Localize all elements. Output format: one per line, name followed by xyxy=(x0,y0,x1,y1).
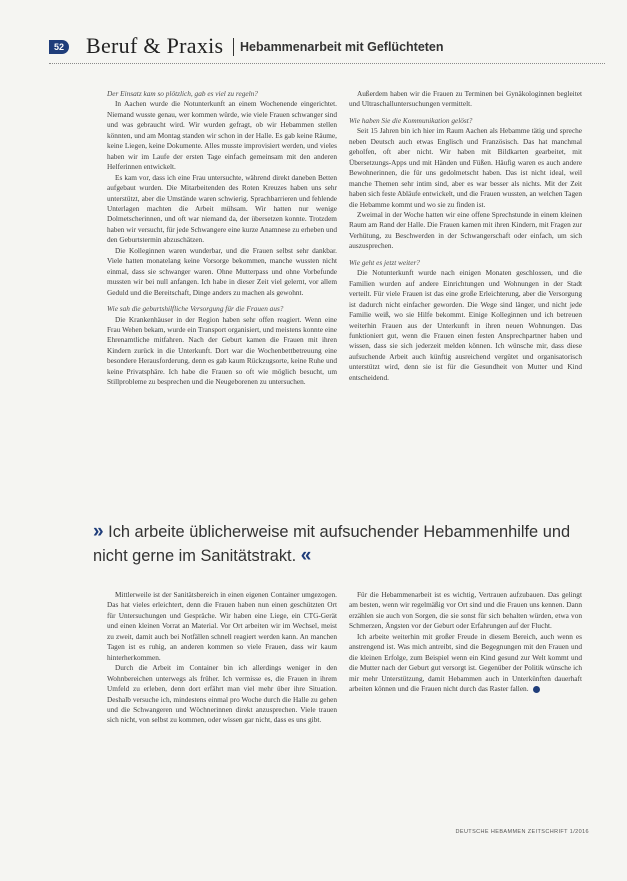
section-title: Beruf & Praxis xyxy=(86,33,224,58)
body-paragraph: Es kam vor, dass ich eine Frau untersuchte, während direkt daneben Betten aufgebaut wurden. Die Mitarbeitenden des Roten Kreuzes haben uns sehr unterstützt, aber die Umstände waren schwierig. Sprachbarrieren und fehlende Unterlagen machten die Arbeit mühsam. Wir hatten nur wenige Dolmetscherinnen, und oft war niemand da, der übersetzen konnte. Trotzdem haben wir versucht, für jede Schwangere eine kurze Anamnese zu erheben und den Geburtstermin abzuschätzen. xyxy=(107,172,337,245)
article-column-bottom-right xyxy=(349,590,582,695)
body-paragraph xyxy=(349,632,582,695)
article-end-icon xyxy=(533,686,540,693)
body-paragraph: Für die Hebammenarbeit ist es wichtig, Vertrauen aufzubauen. Das gelingt am besten, wenn wir regelmäßig vor Ort sind und die Frauen uns kennen. Dann erzählen sie auch von Sorgen, die sie sonst für sich behalten würden, etwa von Schmerzen, Ängsten vor der Geburt oder Erfahrungen auf der Flucht. xyxy=(349,590,582,631)
body-paragraph: Durch die Arbeit im Container bin ich allerdings weniger in den Wohnbereichen unterwegs als früher. Ich vermisse es, die Frauen in ihrem Umfeld zu erleben, denn dort erfährt man viel mehr über ihre Situation. Deshalb versuche ich, mindestens einmal pro Woche durch die Halle zu gehen und die Schwangeren und Wöchnerinnen direkt anzusprechen. Viele trauen sich nicht, von selbst zu kommen, oder wissen gar nicht, dass es uns gibt. xyxy=(107,663,337,725)
quote-close-mark: « xyxy=(300,545,312,566)
body-paragraph: Seit 15 Jahren bin ich hier im Raum Aachen als Hebamme tätig und spreche neben Deutsch auch etwas Englisch und Französisch. Das hat manchmal geholfen, oft aber nicht. Wir haben mit Bildkarten gearbeitet, mit Übersetzungs-Apps und mit Händen und Füßen. Häufig waren es auch andere Bewohnerinnen, die für uns gedolmetscht haben. Das ist nicht ideal, weil manche Themen sehr intim sind, aber es war besser als nichts. Mit der Zeit haben sich feste Abläufe entwickelt, und die Frauen wussten, an welchen Tagen die Hebamme kommt und wo sie zu finden ist. xyxy=(349,126,582,209)
body-paragraph: Die Krankenhäuser in der Region haben sehr offen reagiert. Wenn eine Frau Wehen bekam, wurde ein Transport organisiert, und meistens konnte eine Ehrenamtliche mitfahren. Nach der Geburt kamen die Frauen mit ihren Kindern zurück in die Unterkunft. Dort war die Wochenbettbetreuung eine besondere Herausforderung, denn es gab kaum Rückzugsorte, keine Ruhe und keine Privatsphäre. Ich habe die Frauen so oft wie möglich besucht, um Stillprobleme zu besprechen und die Neugeborenen zu untersuchen. xyxy=(107,314,337,387)
article-column-bottom-left xyxy=(107,590,337,726)
body-paragraph: Außerdem haben wir die Frauen zu Terminen bei Gynäkologinnen begleitet und Ultraschalluntersuchungen vermittelt. xyxy=(349,89,582,109)
interview-question: Wie haben Sie die Kommunikation gelöst? xyxy=(349,115,473,125)
header-dotted-rule xyxy=(49,63,605,64)
footer-publication: DEUTSCHE HEBAMMEN ZEITSCHRIFT 1/2016 xyxy=(455,829,589,835)
body-paragraph: Mittlerweile ist der Sanitätsbereich in einen eigenen Container umgezogen. Das hat vieles erleichtert, denn die Frauen haben nun einen geschützten Ort für Untersuchungen und Gespräche. Wir haben eine Liege, ein CTG-Gerät und einen kleinen Vorrat an Material. Vor Ort arbeiten wir im Wechsel, meist zu zweit, damit auch bei Notfällen schnell reagiert werden kann. An manchen Tagen ist es ruhig, an anderen kommen so viele Frauen, dass wir kaum hinterherkommen. xyxy=(107,590,337,662)
article-column-right xyxy=(349,89,582,383)
body-paragraph: Zweimal in der Woche hatten wir eine offene Sprechstunde in einem kleinen Raum am Rand der Halle. Die Frauen kamen mit ihren Kindern, mit Fragen zur Verhütung, zu Beschwerden in der Schwangerschaft oder einfach, um sich auszusprechen. xyxy=(349,209,582,251)
page-number: 52 xyxy=(49,40,69,54)
quote-open-mark: » xyxy=(93,521,104,542)
body-paragraph-text: Ich arbeite weiterhin mit großer Freude in diesem Bereich, auch wenn es anstrengend ist. Was mich antreibt, sind die Begegnungen mit den Frauen und die kleinen Erfolge, zum Beispiel wenn ein Kind gesund zur Welt kommt und die Mutter nach der Geburt gut versorgt ist. Gegenüber der Politik wünsche ich mir mehr Unterstützung, damit Hebammen auch in Unterkünften dauerhaft arbeiten können und die Frauen nicht durch das Raster fallen. xyxy=(349,631,582,694)
interview-question: Wie geht es jetzt weiter? xyxy=(349,257,420,267)
interview-question: Wie sah die geburtshilfliche Versorgung für die Frauen aus? xyxy=(107,304,284,314)
pull-quote xyxy=(93,520,588,568)
interview-question: Der Einsatz kam so plötzlich, gab es viel zu regeln? xyxy=(107,89,258,98)
body-paragraph: Die Notunterkunft wurde nach einigen Monaten geschlossen, und die Familien wurden auf andere Einrichtungen und Wohnungen in der Stadt verteilt. Für viele Frauen ist das eine große Erleichterung, aber die Versorgung ist dadurch nicht einfacher geworden. Die Wege sind länger, und nicht jede Familie weiß, wo sie Hilfe bekommt. Einige Kolleginnen und ich betreuen weiterhin Frauen aus der Unterkunft in ihren neuen Wohnungen. Das funktioniert gut, wenn die Frauen einen festen Ansprechpartner haben und wissen, dass sie sich jederzeit melden können. Ich wünsche mir, dass diese aufsuchende Arbeit auch künftig ausreichend vergütet und organisatorisch unterstützt wird, denn sie ist für die Gesundheit von Mutter und Kind entscheidend. xyxy=(349,268,582,382)
body-paragraph: Die Kolleginnen waren wunderbar, und die Frauen selbst sehr dankbar. Viele hatten monatelang keine Vorsorge bekommen, manche wussten nicht einmal, dass sie schwanger waren. Ohne Mutterpass und ohne Vorbefunde mussten wir bei null anfangen. Ich habe in dieser Zeit viel gelernt, vor allem Geduld und die Bereitschaft, Dinge anders zu machen als gewohnt. xyxy=(107,245,337,297)
section-topic: Hebammenarbeit mit Geflüchteten xyxy=(240,40,444,54)
body-paragraph: In Aachen wurde die Notunterkunft an einem Wochenende eingerichtet. Niemand wusste genau, wer kommen würde, wie viele Frauen schwanger sind und was gebraucht wird. Wir wurden gefragt, ob wir Hebammen stellen könnten, und am Montag standen wir schon in der Halle. Es gab keine Räume, keine Liegen, keine Dokumente. Alles musste improvisiert werden, und vieles haben wir im Laufe der ersten Tage einfach gemeinsam mit den anderen Helferinnen entwickelt. xyxy=(107,99,337,172)
pull-quote-text: Ich arbeite üblicherweise mit aufsuchender Hebammenhilfe und nicht gerne im Sanitätstrakt. xyxy=(93,523,571,565)
header-divider xyxy=(233,38,234,56)
article-column-left xyxy=(107,89,337,388)
